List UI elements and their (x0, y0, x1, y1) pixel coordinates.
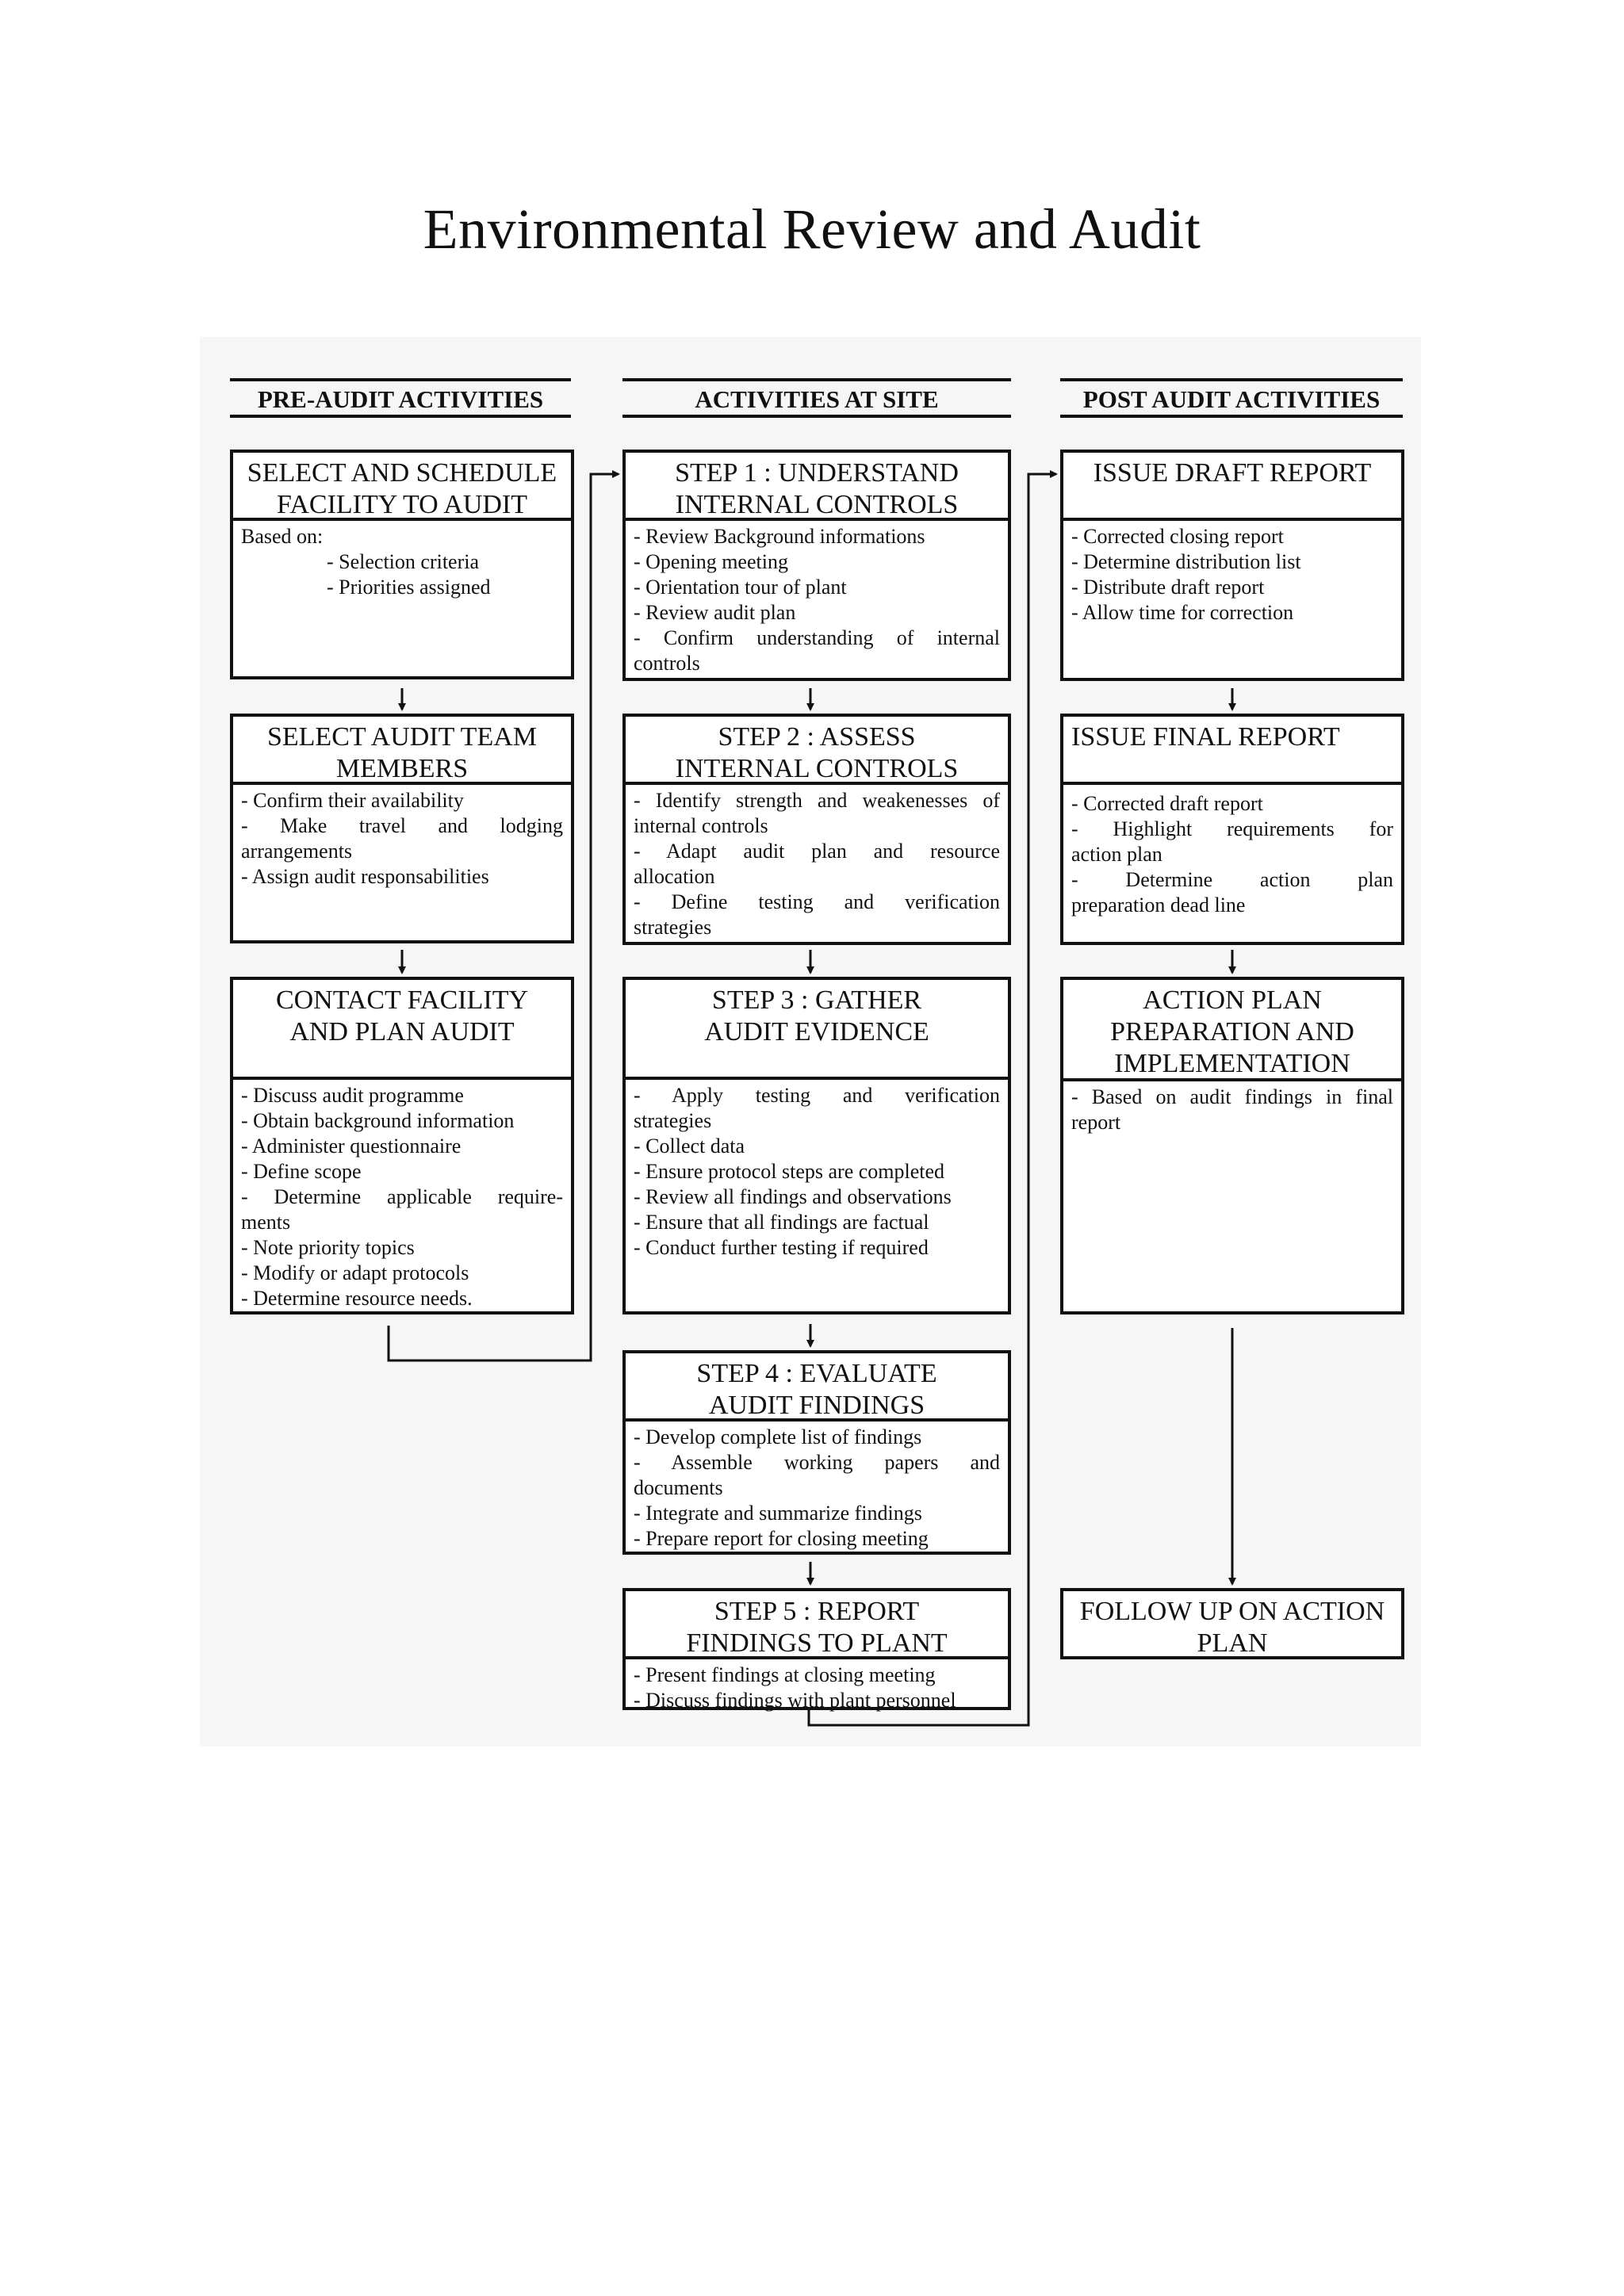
box-body: Based on: - Selection criteria - Priorities assigned (241, 525, 491, 599)
column-header-pre-audit: PRE-AUDIT ACTIVITIES (230, 378, 571, 418)
box-body: - Identify strength and weakenesses of internal controls - Adapt audit plan and resource allocation - Define testing and verification strategies (634, 789, 1000, 939)
box-heading: SELECT AUDIT TEAM MEMBERS (233, 717, 571, 785)
box-body: - Confirm their availability - Make travel and lodging arrangements - Assign audit responsabilities (241, 789, 563, 888)
box-body: - Apply testing and verification strategies - Collect data - Ensure protocol steps are completed - Review all findings and observations - Ensure that all findings are factual - Conduct further testing if required (634, 1084, 1000, 1259)
box-step1-understand-controls (622, 450, 1011, 681)
page-title: Environmental Review and Audit (423, 197, 1201, 261)
box-contact-facility (230, 977, 574, 1314)
box-heading: STEP 3 : GATHER AUDIT EVIDENCE (626, 980, 1008, 1080)
box-heading: ISSUE FINAL REPORT (1063, 717, 1401, 785)
box-step3-gather-evidence (622, 977, 1011, 1314)
box-body: - Based on audit findings in final report (1071, 1085, 1393, 1134)
box-follow-up-action-plan (1060, 1588, 1404, 1659)
box-issue-final-report (1060, 714, 1404, 945)
box-action-plan (1060, 977, 1404, 1314)
box-heading: STEP 2 : ASSESS INTERNAL CONTROLS (626, 717, 1008, 785)
box-body: - Present findings at closing meeting - Discuss findings with plant personnel (634, 1663, 956, 1712)
box-step5-report-findings (622, 1588, 1011, 1710)
box-issue-draft-report (1060, 450, 1404, 681)
box-body: - Corrected closing report - Determine distribution list - Distribute draft report - Allow time for correction (1071, 525, 1301, 624)
box-body: - Review Background informations - Opening meeting - Orientation tour of plant - Review audit plan - Confirm understanding of internal controls (634, 525, 1000, 675)
column-header-site: ACTIVITIES AT SITE (622, 378, 1011, 418)
box-heading: ISSUE DRAFT REPORT (1063, 453, 1401, 521)
box-heading: STEP 4 : EVALUATE AUDIT FINDINGS (626, 1353, 1008, 1422)
box-heading: SELECT AND SCHEDULE FACILITY TO AUDIT (233, 453, 571, 521)
box-heading: STEP 5 : REPORT FINDINGS TO PLANT (626, 1591, 1008, 1659)
box-heading: STEP 1 : UNDERSTAND INTERNAL CONTROLS (626, 453, 1008, 521)
box-step2-assess-controls (622, 714, 1011, 945)
box-body: - Develop complete list of findings - Assemble working papers and documents - Integrate and summarize findings - Prepare report for closing meeting (634, 1425, 1000, 1550)
box-heading: CONTACT FACILITY AND PLAN AUDIT (233, 980, 571, 1080)
column-header-post-audit: POST AUDIT ACTIVITIES (1060, 378, 1403, 418)
box-step4-evaluate-findings (622, 1350, 1011, 1555)
box-select-audit-team (230, 714, 574, 943)
box-body: - Corrected draft report - Highlight requirements for action plan - Determine action plan preparation dead line (1071, 792, 1393, 916)
box-heading: FOLLOW UP ON ACTION PLAN (1079, 1597, 1385, 1658)
box-heading: ACTION PLAN PREPARATION AND IMPLEMENTATION (1063, 980, 1401, 1081)
box-select-schedule-facility (230, 450, 574, 679)
box-body: - Discuss audit programme - Obtain background information - Administer questionnaire - Define scope - Determine applicable require- ments - Note priority topics - Modify or adapt protocols - Determine resource needs. (241, 1084, 563, 1310)
